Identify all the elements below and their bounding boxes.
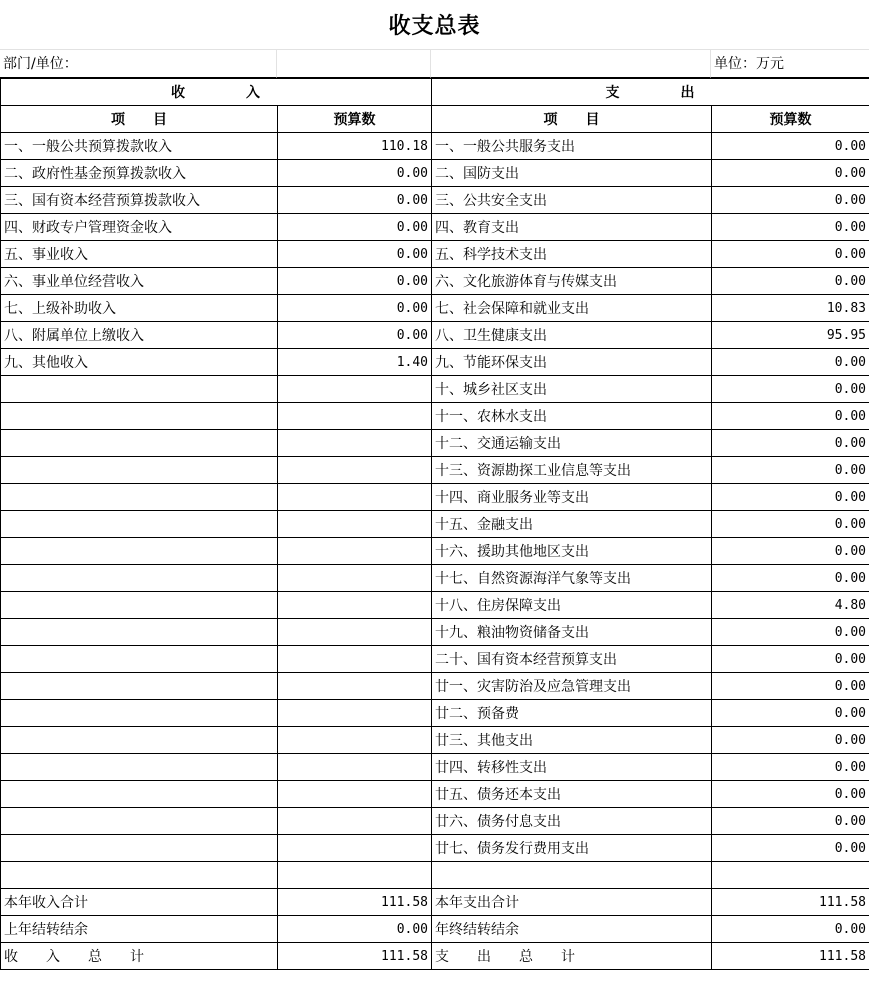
income-budget-cell[interactable] [278,484,432,511]
expense-budget-cell[interactable]: 0.00 [712,538,869,565]
income-item-cell[interactable] [1,808,278,835]
expense-item-cell[interactable]: 廿六、债务付息支出 [432,808,712,835]
income-item-cell[interactable]: 上年结转结余 [1,916,278,943]
income-item-cell[interactable]: 四、财政专户管理资金收入 [1,214,278,241]
expense-item-cell[interactable]: 七、社会保障和就业支出 [432,295,712,322]
expense-item-cell[interactable]: 十三、资源勘探工业信息等支出 [432,457,712,484]
expense-item-cell[interactable]: 廿七、债务发行费用支出 [432,835,712,862]
table-row [1,214,869,241]
expense-budget-cell[interactable]: 0.00 [712,484,869,511]
table-row [1,322,869,349]
income-item-cell[interactable] [1,862,278,889]
expense-item-cell[interactable]: 六、文化旅游体育与传媒支出 [432,268,712,295]
expense-item-cell[interactable]: 十、城乡社区支出 [432,376,712,403]
income-budget-header: 预算数 [278,106,432,133]
expense-budget-cell[interactable]: 0.00 [712,268,869,295]
table-row [1,430,869,457]
expense-budget-cell[interactable]: 0.00 [712,430,869,457]
income-item-cell[interactable] [1,592,278,619]
income-item-cell[interactable]: 六、事业单位经营收入 [1,268,278,295]
expense-budget-cell[interactable]: 0.00 [712,619,869,646]
expense-budget-cell[interactable]: 0.00 [712,511,869,538]
expense-budget-cell[interactable]: 0.00 [712,727,869,754]
income-budget-cell[interactable] [278,592,432,619]
income-section-label: 收 入 [1,79,432,106]
income-item-cell[interactable]: 九、其他收入 [1,349,278,376]
income-item-cell[interactable] [1,484,278,511]
income-budget-cell[interactable] [278,565,432,592]
income-budget-cell[interactable]: 0.00 [278,322,432,349]
income-budget-cell[interactable] [278,538,432,565]
income-item-cell[interactable]: 八、附属单位上缴收入 [1,322,278,349]
income-budget-cell[interactable] [278,835,432,862]
budget-table [0,78,869,970]
table-row [1,781,869,808]
expense-budget-cell[interactable]: 0.00 [712,403,869,430]
income-budget-cell[interactable] [278,646,432,673]
expense-budget-cell[interactable]: 0.00 [712,133,869,160]
income-budget-cell[interactable]: 1.40 [278,349,432,376]
income-item-cell[interactable] [1,673,278,700]
income-item-cell[interactable] [1,700,278,727]
table-row [1,754,869,781]
table-row [1,349,869,376]
expense-item-cell[interactable]: 廿五、债务还本支出 [432,781,712,808]
table-row [1,565,869,592]
expense-budget-cell[interactable]: 0.00 [712,457,869,484]
table-row [1,187,869,214]
expense-item-cell[interactable]: 本年支出合计 [432,889,712,916]
income-budget-cell[interactable] [278,754,432,781]
expense-item-cell[interactable]: 十八、住房保障支出 [432,592,712,619]
expense-item-cell[interactable]: 支 出 总 计 [432,943,712,970]
expense-item-cell[interactable]: 廿二、预备费 [432,700,712,727]
expense-item-cell[interactable]: 八、卫生健康支出 [432,322,712,349]
income-item-cell[interactable] [1,511,278,538]
table-row [1,133,869,160]
income-item-cell[interactable] [1,376,278,403]
table-row [1,538,869,565]
expense-budget-cell[interactable]: 0.00 [712,241,869,268]
income-item-cell[interactable] [1,565,278,592]
income-item-cell[interactable] [1,835,278,862]
expense-item-cell[interactable]: 年终结转结余 [432,916,712,943]
income-item-cell[interactable]: 二、政府性基金预算拨款收入 [1,160,278,187]
column-header-row [1,106,869,133]
income-budget-cell[interactable]: 0.00 [278,268,432,295]
expense-item-cell[interactable]: 四、教育支出 [432,214,712,241]
table-row [1,457,869,484]
income-budget-cell[interactable]: 111.58 [278,943,432,970]
table-row [1,943,869,970]
income-item-cell[interactable] [1,430,278,457]
income-item-cell[interactable] [1,646,278,673]
expense-item-cell[interactable]: 十七、自然资源海洋气象等支出 [432,565,712,592]
income-item-cell[interactable] [1,727,278,754]
expense-budget-cell[interactable]: 0.00 [712,646,869,673]
income-budget-cell[interactable]: 0.00 [278,916,432,943]
expense-budget-cell[interactable]: 0.00 [712,376,869,403]
expense-item-cell[interactable]: 十二、交通运输支出 [432,430,712,457]
income-budget-cell[interactable]: 110.18 [278,133,432,160]
expense-item-header: 项 目 [432,106,712,133]
income-item-header: 项 目 [1,106,278,133]
table-row [1,916,869,943]
expense-budget-cell[interactable]: 0.00 [712,781,869,808]
income-item-cell[interactable] [1,403,278,430]
expense-item-cell[interactable]: 二十、国有资本经营预算支出 [432,646,712,673]
table-row [1,700,869,727]
expense-budget-cell[interactable]: 111.58 [712,889,869,916]
expense-item-cell[interactable]: 九、节能环保支出 [432,349,712,376]
income-budget-cell[interactable] [278,781,432,808]
expense-budget-cell[interactable]: 0.00 [712,160,869,187]
income-budget-cell[interactable] [278,673,432,700]
income-budget-cell[interactable]: 0.00 [278,187,432,214]
table-row [1,241,869,268]
table-row [1,862,869,889]
income-budget-cell[interactable] [278,457,432,484]
income-item-cell[interactable]: 五、事业收入 [1,241,278,268]
expense-item-cell[interactable]: 三、公共安全支出 [432,187,712,214]
income-budget-cell[interactable]: 0.00 [278,214,432,241]
dept-value[interactable] [277,50,431,78]
expense-budget-cell[interactable]: 0.00 [712,187,869,214]
expense-item-cell[interactable]: 一、一般公共服务支出 [432,133,712,160]
expense-budget-cell[interactable]: 95.95 [712,322,869,349]
income-item-cell[interactable] [1,457,278,484]
income-item-cell[interactable]: 一、一般公共预算拨款收入 [1,133,278,160]
expense-item-cell[interactable] [432,862,712,889]
expense-budget-cell[interactable]: 0.00 [712,700,869,727]
expense-budget-cell[interactable]: 0.00 [712,565,869,592]
table-row [1,511,869,538]
expense-budget-cell[interactable]: 0.00 [712,754,869,781]
table-row [1,808,869,835]
income-budget-cell[interactable] [278,376,432,403]
table-row [1,403,869,430]
income-budget-cell[interactable]: 0.00 [278,160,432,187]
expense-item-cell[interactable]: 廿四、转移性支出 [432,754,712,781]
expense-item-cell[interactable]: 十六、援助其他地区支出 [432,538,712,565]
expense-item-cell[interactable]: 十一、农林水支出 [432,403,712,430]
dept-label: 部门/单位： [0,50,277,78]
income-item-cell[interactable]: 收 入 总 计 [1,943,278,970]
expense-item-cell[interactable]: 十四、商业服务业等支出 [432,484,712,511]
income-budget-cell[interactable] [278,619,432,646]
table-title: 收支总表 [0,0,869,50]
income-budget-cell[interactable]: 0.00 [278,241,432,268]
unit-label: 单位：万元 [711,50,869,78]
expense-budget-cell[interactable]: 0.00 [712,349,869,376]
income-item-cell[interactable] [1,781,278,808]
expense-budget-cell[interactable]: 0.00 [712,808,869,835]
income-item-cell[interactable] [1,538,278,565]
expense-section-label: 支 出 [432,79,869,106]
expense-item-cell[interactable]: 五、科学技术支出 [432,241,712,268]
expense-item-cell[interactable]: 廿三、其他支出 [432,727,712,754]
expense-budget-cell[interactable]: 0.00 [712,916,869,943]
table-row [1,268,869,295]
expense-budget-header: 预算数 [712,106,869,133]
expense-budget-cell[interactable]: 4.80 [712,592,869,619]
income-item-cell[interactable]: 七、上级补助收入 [1,295,278,322]
expense-budget-cell[interactable]: 111.58 [712,943,869,970]
income-budget-cell[interactable]: 0.00 [278,295,432,322]
table-row [1,376,869,403]
income-budget-cell[interactable] [278,727,432,754]
income-budget-cell[interactable] [278,511,432,538]
expense-budget-cell[interactable]: 0.00 [712,673,869,700]
expense-budget-cell[interactable]: 0.00 [712,835,869,862]
income-item-cell[interactable] [1,754,278,781]
income-item-cell[interactable]: 三、国有资本经营预算拨款收入 [1,187,278,214]
income-budget-cell[interactable] [278,403,432,430]
expense-budget-cell[interactable]: 0.00 [712,214,869,241]
table-row [1,619,869,646]
expense-item-cell[interactable]: 十九、粮油物资储备支出 [432,619,712,646]
table-row [1,889,869,916]
table-row [1,673,869,700]
expense-item-cell[interactable]: 二、国防支出 [432,160,712,187]
table-row [1,160,869,187]
income-item-cell[interactable] [1,619,278,646]
table-row [1,835,869,862]
table-row [1,727,869,754]
expense-budget-cell[interactable] [712,862,869,889]
meta-blank [431,50,711,78]
income-budget-cell[interactable] [278,808,432,835]
income-budget-cell[interactable] [278,862,432,889]
table-row [1,484,869,511]
meta-row [0,50,869,78]
table-row [1,295,869,322]
table-row [1,646,869,673]
income-budget-cell[interactable] [278,430,432,457]
expense-budget-cell[interactable]: 10.83 [712,295,869,322]
income-item-cell[interactable]: 本年收入合计 [1,889,278,916]
table-row [1,592,869,619]
expense-item-cell[interactable]: 廿一、灾害防治及应急管理支出 [432,673,712,700]
expense-item-cell[interactable]: 十五、金融支出 [432,511,712,538]
section-header-row [1,79,869,106]
income-budget-cell[interactable] [278,700,432,727]
income-budget-cell[interactable]: 111.58 [278,889,432,916]
